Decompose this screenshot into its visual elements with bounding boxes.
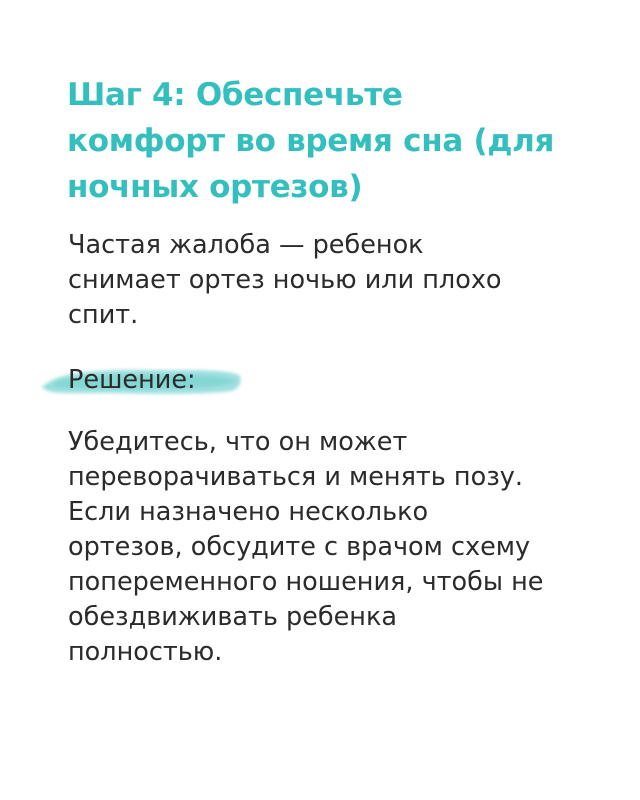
solution-label: Решение: xyxy=(68,365,196,395)
page-title: Шаг 4: Обеспечьте комфорт во время сна (для ночных ортезов) xyxy=(67,77,555,205)
problem-text: Частая жалоба — ребенок снимает ортез ночью или плохо спит. xyxy=(68,230,502,330)
solution-text: Убедитесь, что он может переворачиваться и менять позу. Если назначено несколько ортезов, обсудите с врачом схему попеременного ношения, чтобы не обездвиживать ребенка полностью. xyxy=(68,427,544,667)
